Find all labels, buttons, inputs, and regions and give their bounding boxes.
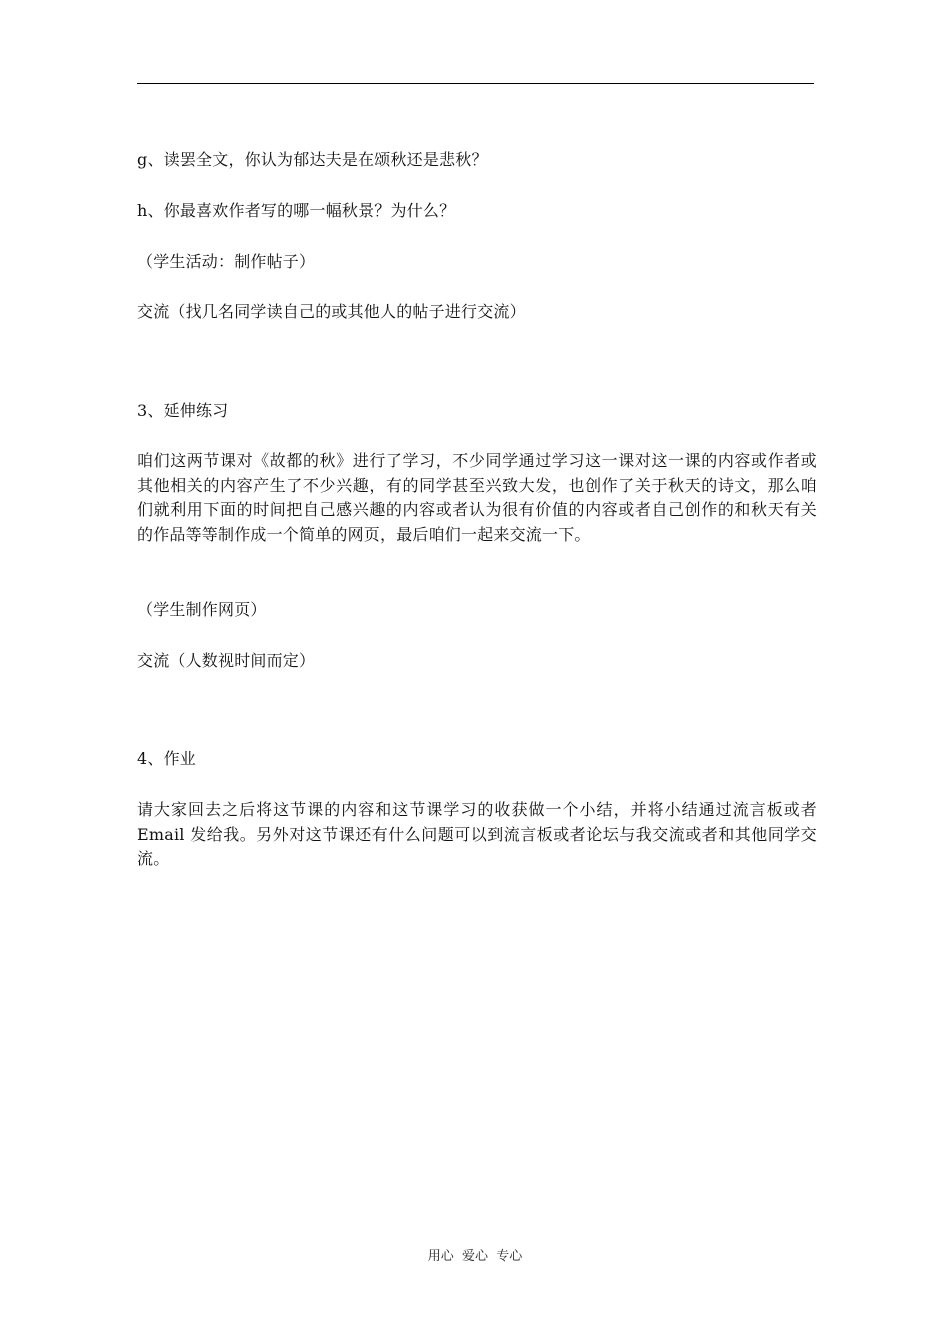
page-footer: 用心 爱心 专心 <box>427 1249 523 1264</box>
student-activity-post: （学生活动：制作帖子） <box>137 252 316 271</box>
exchange-posts: 交流（找几名同学读自己的或其他人的帖子进行交流） <box>137 302 526 321</box>
header-rule <box>137 83 814 84</box>
exchange-count: 交流（人数视时间而定） <box>137 651 316 670</box>
question-g: g、读罢全文，你认为郁达夫是在颂秋还是悲秋？ <box>137 150 488 169</box>
section-3-paragraph: 咱们这两节课对《故都的秋》进行了学习，不少同学通过学习这一课对这一课的内容或作者或其他相关的内容产生了不少兴趣，有的同学甚至兴致大发，也创作了关于秋天的诗文，那么咱们就利用下面的时间把自己感兴趣的内容或者认为很有价值的内容或者自己创作的和秋天有关的作品等等制作成一个简单的网页，最后咱们一起来交流一下。 <box>137 451 817 544</box>
section-3-heading: 3、延伸练习 <box>137 401 229 420</box>
student-activity-webpage: （学生制作网页） <box>137 600 267 619</box>
question-h: h、你最喜欢作者写的哪一幅秋景？为什么？ <box>137 201 456 220</box>
section-4-heading: 4、作业 <box>137 749 196 768</box>
section-4-paragraph: 请大家回去之后将这节课的内容和这节课学习的收获做一个小结，并将小结通过流言板或者 Email 发给我。另外对这节课还有什么问题可以到流言板或者论坛与我交流或者和其他同学交流。 <box>137 800 817 868</box>
